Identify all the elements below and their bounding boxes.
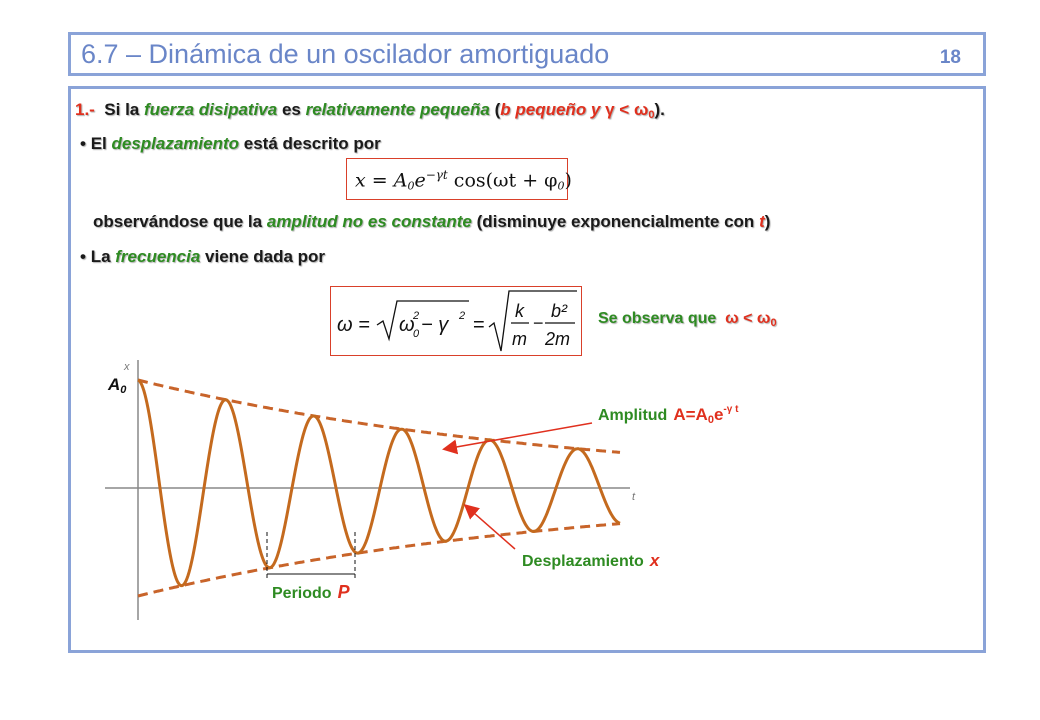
displacement-formula-box	[346, 158, 572, 200]
bullet-2-text: viene dada por	[205, 247, 326, 266]
formula-part: − γ	[421, 314, 449, 336]
note-relation: ω < ω	[725, 310, 771, 327]
bullet-2	[80, 247, 325, 267]
note-text: Se observa que	[598, 310, 717, 327]
item-1-condition: b pequeño y	[500, 100, 601, 119]
observation-keyword: amplitud no es constante	[266, 212, 472, 231]
item-1-text: Si la	[104, 100, 140, 119]
slide-title: 6.7 – Dinámica de un oscilador amortiguado	[81, 39, 610, 69]
formula-exponent: −γt	[425, 168, 448, 182]
formula-sup: 2	[459, 310, 466, 322]
amplitude-word: Amplitud	[598, 407, 668, 424]
formula-part: )	[564, 169, 572, 192]
formula-part: cos(ωt + φ	[453, 169, 558, 192]
title-box	[68, 32, 986, 76]
formula-part: x = A	[355, 169, 408, 192]
item-1-text: ).	[654, 100, 665, 119]
page-number: 18	[939, 47, 961, 68]
item-1-subscript: 0	[648, 109, 655, 121]
amplitude-exponent: -γ t	[723, 404, 739, 415]
bullet-1-text: está descrito por	[243, 134, 381, 153]
amplitude-e: e	[713, 405, 724, 424]
note-subscript: 0	[770, 317, 777, 329]
formula-m: m	[512, 329, 527, 349]
observation-variable: t	[759, 212, 765, 231]
item-1-line	[75, 100, 665, 121]
period-variable: P	[337, 582, 350, 602]
formula-sub: 0	[407, 179, 415, 193]
displacement-word: Desplazamiento	[522, 553, 644, 570]
observation-note	[598, 310, 777, 329]
formula-part: ω	[399, 314, 415, 336]
bullet-2-text: La	[90, 247, 111, 266]
formula-sub: 0	[557, 179, 565, 193]
y-axis-label: x	[124, 361, 130, 373]
frequency-formula-box	[330, 286, 582, 356]
item-number: 1.-	[75, 100, 95, 119]
item-1-text: es	[281, 100, 301, 119]
formula-part: −	[533, 313, 544, 333]
amplitude-subscript: 0	[707, 414, 714, 426]
formula-part: =	[473, 314, 485, 336]
bullet-1-keyword: desplazamiento	[111, 134, 240, 153]
a0-letter: A	[108, 375, 121, 394]
formula-part: e	[414, 169, 426, 192]
period-word: Periodo	[272, 585, 332, 602]
a0-subscript: 0	[120, 384, 127, 396]
bullet-1-text: El	[90, 134, 107, 153]
amplitude-formula: A=A	[673, 405, 708, 424]
displacement-variable: x	[649, 551, 660, 570]
item-1-relation: γ < ω	[605, 100, 649, 119]
bullet-1	[80, 134, 381, 154]
item-1-keyword: relativamente pequeña	[305, 100, 490, 119]
formula-sup: 2	[413, 310, 420, 322]
bullet-icon: •	[80, 134, 86, 153]
observation-line	[93, 212, 770, 232]
frequency-formula	[331, 287, 583, 357]
item-1-text: (	[494, 100, 501, 119]
item-1-keyword: fuerza disipativa	[144, 100, 278, 119]
formula-k: k	[515, 301, 524, 321]
observation-text: (disminuye exponencialmente con	[476, 212, 755, 231]
x-axis-label: t	[632, 491, 636, 503]
formula-sub: 0	[413, 328, 420, 340]
formula-b2: b²	[551, 301, 568, 321]
observation-text: )	[764, 212, 771, 231]
bullet-2-keyword: frecuencia	[115, 247, 201, 266]
observation-text: observándose que la	[93, 212, 263, 231]
formula-omega: ω =	[337, 314, 370, 336]
formula-2m: 2m	[545, 329, 571, 349]
displacement-formula	[355, 168, 572, 192]
bullet-icon: •	[80, 247, 86, 266]
